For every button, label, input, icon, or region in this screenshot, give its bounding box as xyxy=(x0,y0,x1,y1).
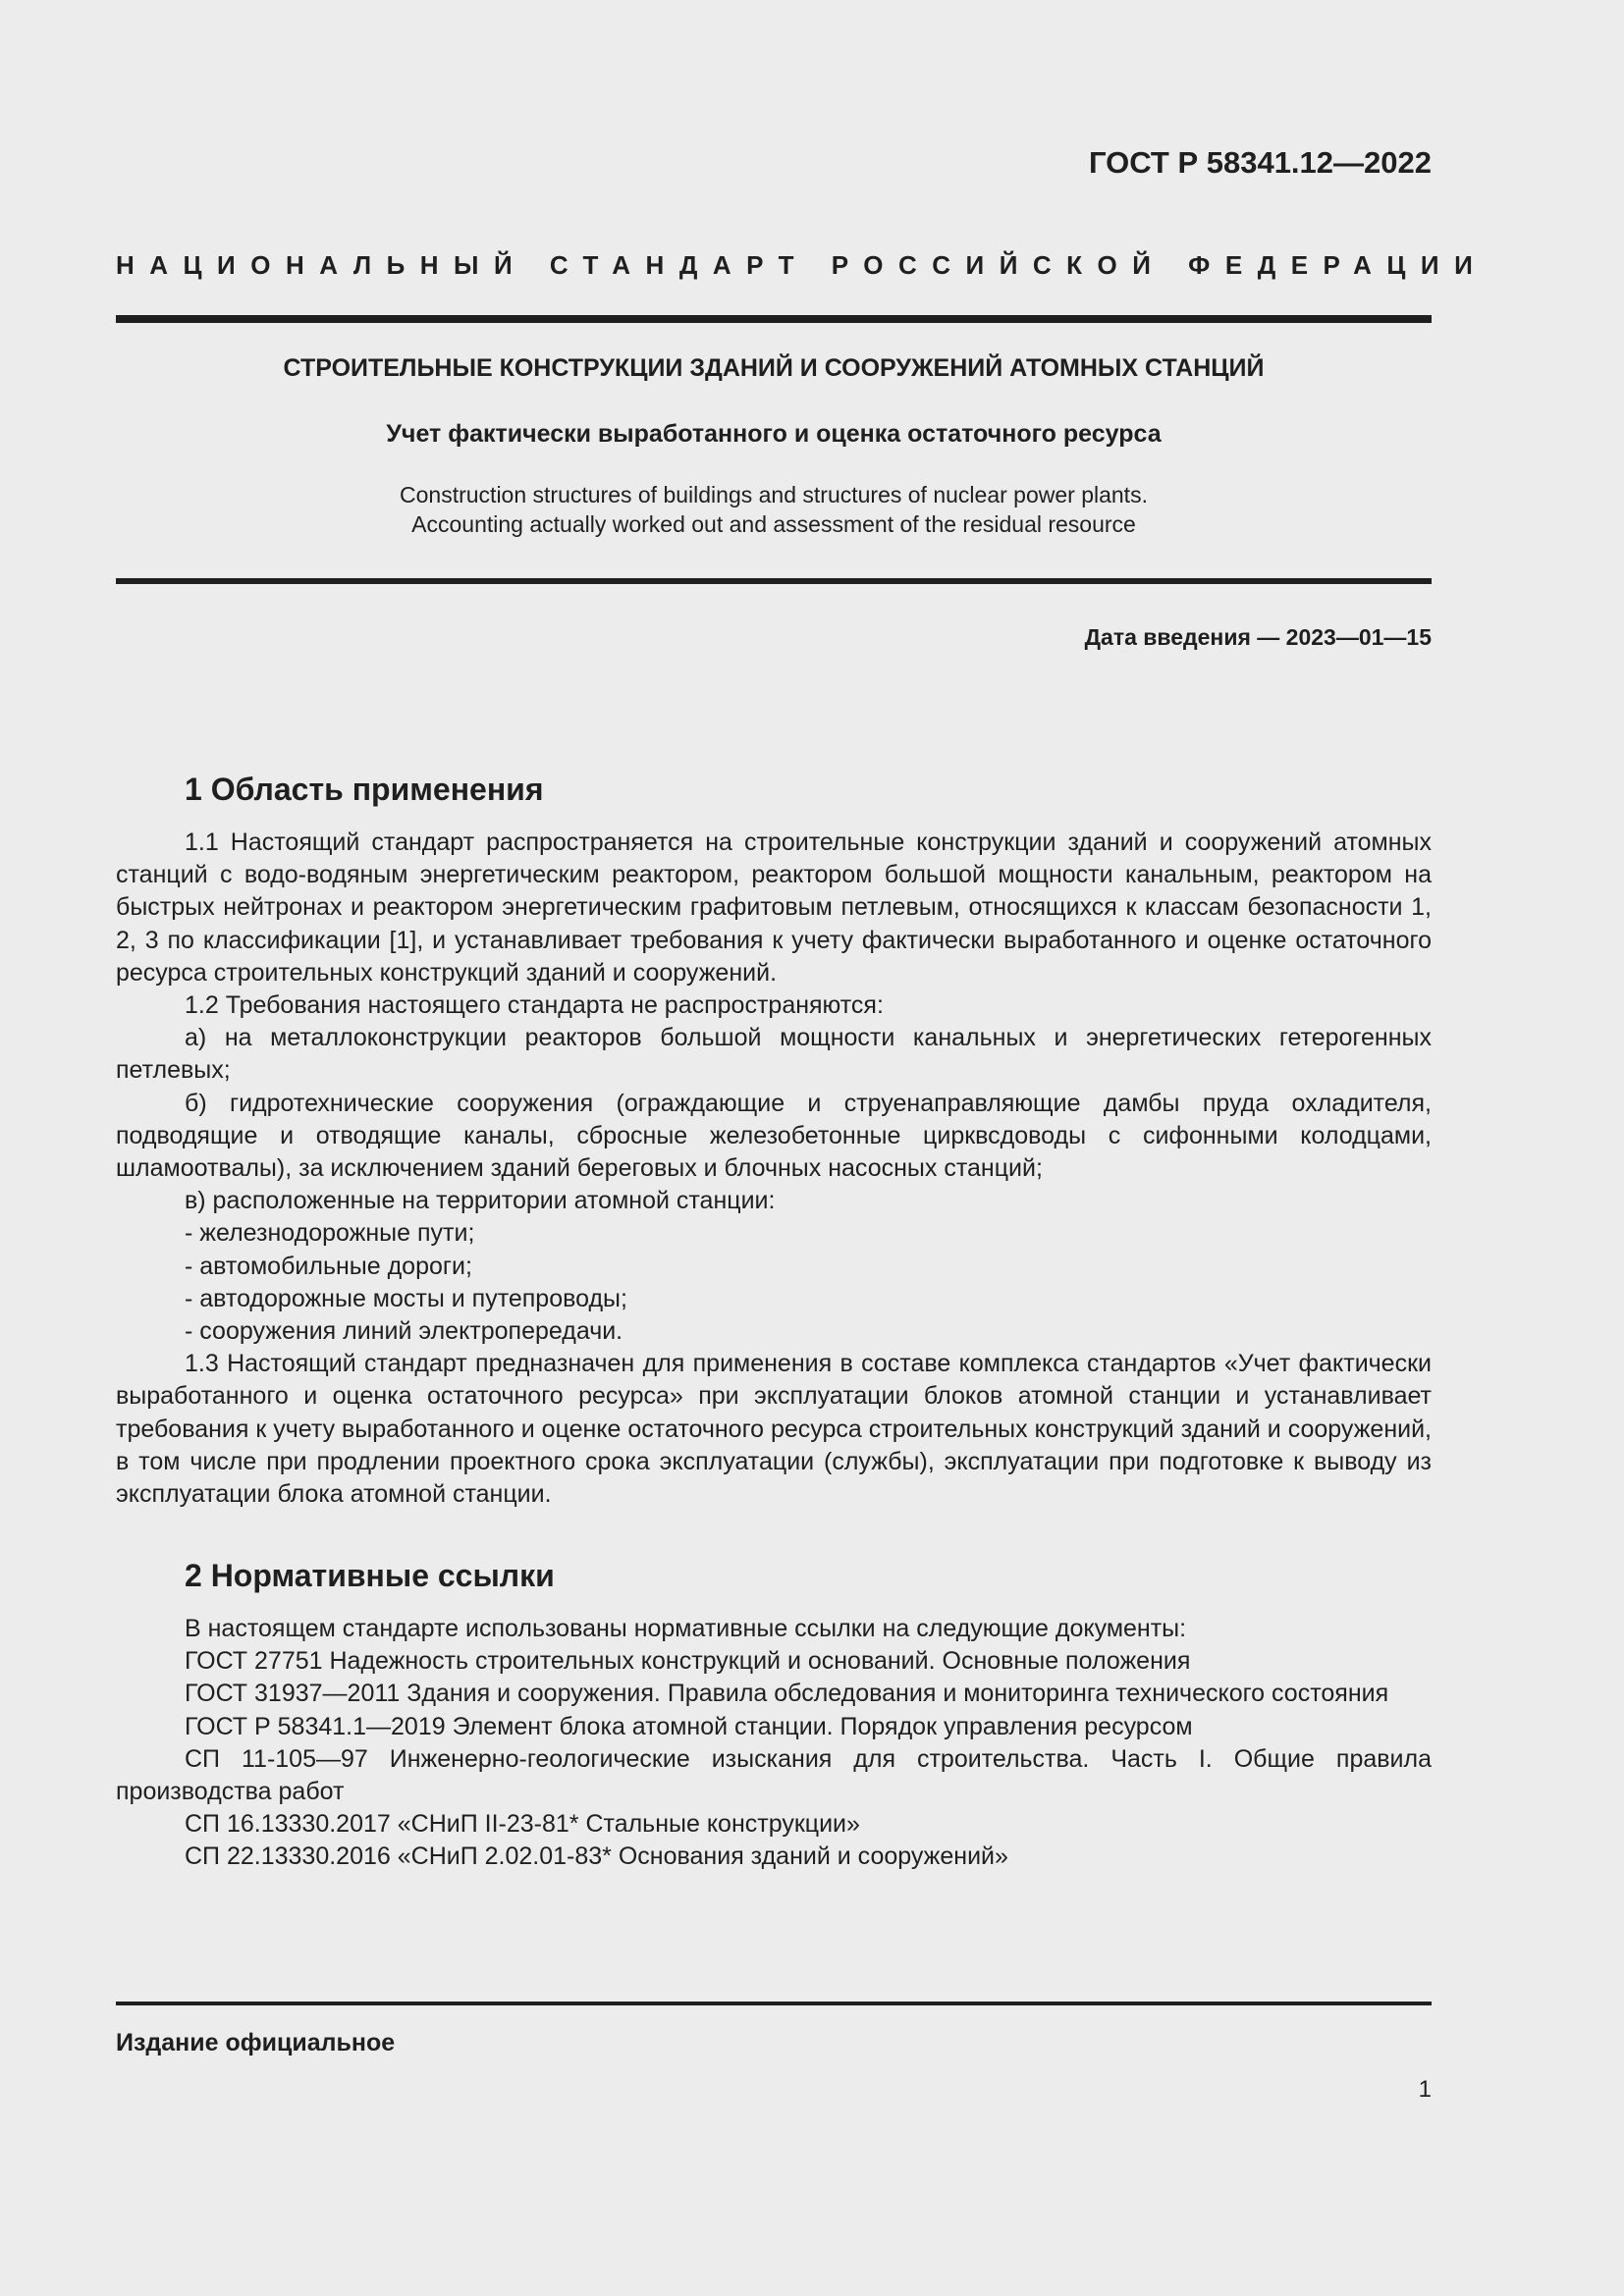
reference-item: ГОСТ Р 58341.1—2019 Элемент блока атомной станции. Порядок управления ресурсом xyxy=(185,1712,1193,1740)
section-scope xyxy=(116,770,1432,1511)
header-rule-top xyxy=(116,315,1432,323)
list-item-b: б) гидротехнические сооружения (ограждающие и струенаправляющие дамбы пруда охладителя, подводящие и отводящие каналы, сбросные железобетонные цирквсдоводы с сифонными колодцами, шламоотвалы), за исключением зданий береговых и блочных насосных станций; xyxy=(116,1089,1432,1183)
section-heading-references: 2 Нормативные ссылки xyxy=(185,1558,555,1593)
section-heading-scope: 1 Область применения xyxy=(185,772,544,807)
english-title-line-1: Construction structures of buildings and structures of nuclear power plants. xyxy=(400,482,1148,507)
document-page xyxy=(116,0,1489,2296)
official-edition-label: Издание официальное xyxy=(116,2029,396,2056)
list-item-a: а) на металлоконструкции реакторов большой мощности канальных и энергетических гетерогенных петлевых; xyxy=(116,1024,1432,1085)
reference-item: СП 22.13330.2016 «СНиП 2.02.01-83* Основания зданий и сооружений» xyxy=(185,1842,1008,1871)
reference-item: ГОСТ 31937—2011 Здания и сооружения. Правила обследования и мониторинга технического состояния xyxy=(185,1680,1389,1708)
introduction-date: Дата введения — 2023—01—15 xyxy=(1084,624,1432,650)
national-standard-caption: НАЦИОНАЛЬНЫЙ СТАНДАРТ РОССИЙСКОЙ ФЕДЕРАЦИИ xyxy=(116,250,1489,280)
dash-item: - автодорожные мосты и путепроводы; xyxy=(185,1284,627,1312)
references-intro: В настоящем стандарте использованы нормативные ссылки на следующие документы: xyxy=(185,1615,1187,1642)
paragraph-1-2: 1.2 Требования настоящего стандарта не распространяются: xyxy=(185,991,884,1020)
paragraph-1-1: 1.1 Настоящий стандарт распространяется на строительные конструкции зданий и сооружений атомных станций с водо-водяным энергетическим реактором, реактором большой мощности канальным, реактором на быстрых нейтронах и реактором энергетическим графитовым петлевым, относящихся к классам безопасности 1, 2, 3 по классификации [1], и устанавливает требования к учету фактически выработанного и оценке остаточного ресурса строительных конструкций зданий и сооружений. xyxy=(116,828,1432,987)
dash-item: - сооружения линий электропередачи. xyxy=(185,1317,623,1346)
standard-code: ГОСТ Р 58341.12—2022 xyxy=(1089,145,1432,180)
document-title: СТРОИТЕЛЬНЫЕ КОНСТРУКЦИИ ЗДАНИЙ И СООРУЖЕНИЙ АТОМНЫХ СТАНЦИЙ xyxy=(283,354,1265,382)
list-item-v: в) расположенные на территории атомной станции: xyxy=(185,1187,776,1215)
dash-item: - автомобильные дороги; xyxy=(185,1252,472,1280)
reference-item: СП 16.13330.2017 «СНиП II-23-81* Стальные конструкции» xyxy=(185,1810,860,1839)
header-rule-bottom xyxy=(116,578,1432,584)
english-title xyxy=(116,480,1432,539)
english-title-line-2: Accounting actually worked out and assessment of the residual resource xyxy=(411,511,1136,537)
paragraph-1-3: 1.3 Настоящий стандарт предназначен для применения в составе комплекса стандартов «Учет фактически выработанного и оценка остаточного ресурса» при эксплуатации блоков атомной станции и устанавливает требования к учету выработанного и оценке остаточного ресурса строительных конструкций зданий и сооружений, в том числе при продлении проектного срока эксплуатации (службы), эксплуатации при подготовке к выводу из эксплуатации блока атомной станции. xyxy=(116,1350,1433,1509)
page-number: 1 xyxy=(1418,2076,1432,2103)
reference-item: ГОСТ 27751 Надежность строительных конструкций и оснований. Основные положения xyxy=(185,1647,1191,1676)
reference-item: СП 11-105—97 Инженерно-геологические изыскания для строительства. Часть I. Общие правила производства работ xyxy=(116,1744,1432,1806)
section-normative-references xyxy=(116,1556,1432,1874)
document-subtitle: Учет фактически выработанного и оценка остаточного ресурса xyxy=(386,420,1162,448)
footer-rule xyxy=(116,2002,1432,2005)
dash-item: - железнодорожные пути; xyxy=(185,1219,475,1248)
